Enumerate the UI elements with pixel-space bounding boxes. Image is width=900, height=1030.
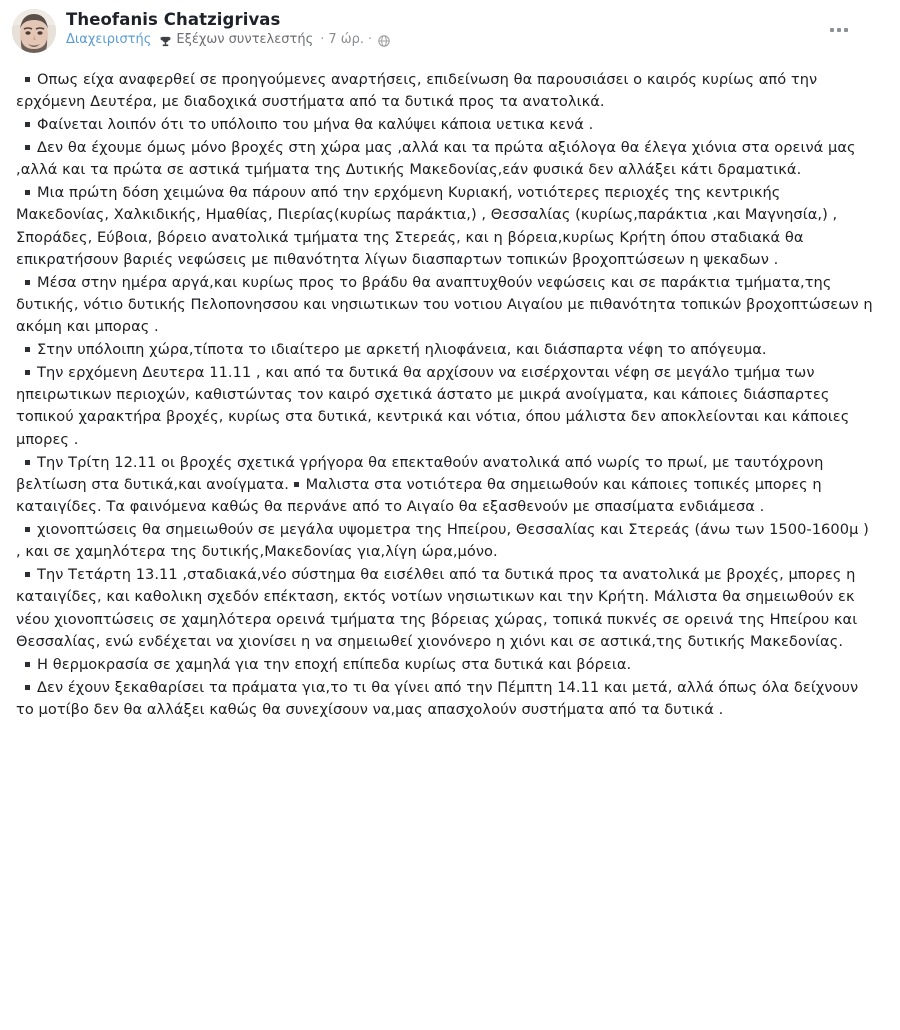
post-paragraph bbox=[16, 69, 874, 114]
post-paragraph bbox=[16, 519, 874, 564]
paragraph-text: Η θερμοκρασία σε χαμηλά για την εποχή επίπεδα κυρίως στα δυτικά και βόρεια. bbox=[37, 655, 632, 673]
post-paragraph bbox=[16, 362, 874, 451]
post-timestamp[interactable]: 7 ώρ. bbox=[328, 32, 365, 47]
post-paragraph bbox=[16, 654, 874, 676]
trophy-icon bbox=[159, 35, 172, 48]
paragraph-text: Μέσα στην ημέρα αργά,και κυρίως προς το βράδυ θα αναπτυχθούν νεφώσεις και σε παράκτια τμήματα,της δυτικής, νότιο δυτικής Πελοπονησσου και νησιωτικων του νοτιου Αιγαίου με πιθανότητα τοπικών βροχοπτώσεων η ακόμη και μπορας . bbox=[16, 273, 873, 336]
badge-label: Εξέχων συντελεστής bbox=[176, 32, 314, 47]
paragraph-text: Την ερχόμενη Δευτερα 11.11 , και από τα δυτικά θα αρχίσουν να εισέρχονται νέφη σε μεγάλο τμήμα των ηπειρωτικων περιοχών, καθιστώντας τον καιρό σχετικά άστατο με μικρά ανοίγματα, και κάποιες διάσπαρτες τοπικού χαρακτήρα βροχές, κυρίως στα δυτικά, κεντρικά και νότια, όπου μάλιστα δεν αποκλείονται και κάποιες μπορες . bbox=[16, 363, 850, 448]
bullet-marker-icon bbox=[25, 280, 30, 285]
avatar[interactable] bbox=[12, 9, 56, 53]
ellipsis-dot bbox=[844, 28, 848, 32]
post-paragraph bbox=[16, 137, 874, 182]
bullet-marker-icon bbox=[25, 662, 30, 667]
bullet-marker-icon bbox=[25, 460, 30, 465]
bullet-marker-icon bbox=[294, 482, 299, 487]
bullet-marker-icon bbox=[25, 685, 30, 690]
paragraph-text: Μαλιστα στα νοτιότερα θα σημειωθούν και κάποιες τοπικές μπορες η καταιγίδες. Τα φαινόμενα καθώς θα περνάνε από το Αιγαίο θα εξασθενούν με σπασίματα ενδιάμεσα . bbox=[16, 475, 822, 516]
bullet-marker-icon bbox=[25, 370, 30, 375]
paragraph-text: Στην υπόλοιπη χώρα,τίποτα το ιδιαίτερο με αρκετή ηλιοφάνεια, και διάσπαρτα νέφη το απόγευμα. bbox=[37, 341, 767, 359]
post-paragraph bbox=[16, 452, 874, 519]
meta-separator-1: · bbox=[320, 32, 325, 47]
post-paragraph bbox=[16, 677, 874, 722]
paragraph-text: Την Τρίτη 12.11 οι βροχές σχετικά γρήγορα θα επεκταθούν ανατολικά από νωρίς το πρωί, με ταυτόχρονη βελτίωση στα δυτικά,και ανοίγματα. bbox=[16, 453, 824, 493]
post-paragraph bbox=[16, 272, 874, 339]
bullet-marker-icon bbox=[25, 347, 30, 352]
bullet-marker-icon bbox=[25, 145, 30, 150]
post-paragraph bbox=[16, 339, 874, 361]
meta-separator-2: · bbox=[368, 32, 373, 47]
bullet-marker-icon bbox=[25, 122, 30, 127]
paragraph-text: Δεν θα έχουμε όμως μόνο βροχές στη χώρα μας ,αλλά και τα πρώτα αξιόλογα θα έλεγα χιόνια στα ορεινά μας ,αλλά και τα πρώτα σε αστικά τμήματα της Δυτικής Μακεδονίας,εάν φυσικά δεν αλλάξει κάτι δραματικά. bbox=[16, 138, 856, 179]
post-paragraph bbox=[16, 182, 874, 271]
post-body bbox=[0, 61, 900, 721]
post-paragraph bbox=[16, 564, 874, 653]
bullet-marker-icon bbox=[25, 77, 30, 82]
author-role-link[interactable]: Διαχειριστής bbox=[66, 32, 152, 47]
paragraph-text: Δεν έχουν ξεκαθαρίσει τα πράματα για,το τι θα γίνει από την Πέμπτη 14.11 και μετά, αλλά όπως όλα δείχνουν το μοτίβο δεν θα αλλάξει καθώς θα συνεχίσουν να,μας απασχολούν συστήματα από τα δυτικά . bbox=[16, 678, 859, 718]
post-meta-row bbox=[66, 32, 886, 48]
bullet-marker-icon bbox=[25, 572, 30, 577]
ellipsis-dot bbox=[830, 28, 834, 32]
author-name[interactable]: Theofanis Chatzigrivas bbox=[66, 10, 281, 29]
bullet-marker-icon bbox=[25, 527, 30, 532]
paragraph-text: Οπως είχα αναφερθεί σε προηγούμενες αναρτήσεις, επιδείνωση θα παρουσιάσει ο καιρός κυρίως από την ερχόμενη Δευτέρα, με διαδοχικά συστήματα από τα δυτικά προς τα ανατολικά. bbox=[16, 71, 818, 111]
paragraph-text: Μια πρώτη δόση χειμώνα θα πάρουν από την ερχόμενη Κυριακή, νοτιότερες περιοχές της κεντρικής Μακεδονίας, Χαλκιδικής, Ημαθίας, Πιερίας(κυρίως παράκτια,) , Θεσσαλίας (κυρίως,παράκτια ,και Μαγνησία,) , Σποράδες, Εύβοια, βόρειο ανατολικά τμήματα της Στερεάς, και η βόρεια,κυρίως Κρήτη όπου σταδιακά θα επικρατήσουν βαριές νεφώσεις με πιθανότητα λίγων διασπαρτων τοπικών βροχοπτώσεων η ψεκαδων . bbox=[16, 183, 838, 268]
top-contributor-badge bbox=[159, 32, 313, 48]
paragraph-text: Φαίνεται λοιπόν ότι το υπόλοιπο του μήνα θα καλύψει κάποια υετικα κενά . bbox=[37, 116, 594, 134]
post-header bbox=[0, 0, 900, 61]
post-paragraph bbox=[16, 114, 874, 136]
bullet-marker-icon bbox=[25, 190, 30, 195]
post-options-menu-button[interactable] bbox=[824, 20, 854, 40]
paragraph-text: Την Τετάρτη 13.11 ,σταδιακά,νέο σύστημα θα εισέλθει από τα δυτικά προς τα ανατολικά με βροχές, μπορες η καταιγίδες, και καθολικη σχεδόν επέκταση, εκτός νοτίων νησιωτικων και την Κρήτη. Μάλιστα θα σημειωθούν εκ νέου χιονοπτώσεις σε χαμηλότερα ορεινά τμήματα της βόρειας χώρας, τοπικά πυκνές σε ορεινά της Ηπείρου και Θεσσαλίας, ενώ ενδέχεται να χιονίσει η να σημειωθεί χιονόνερο η χιόνι και σε αστικά,της δυτικής Μακεδονίας. bbox=[16, 566, 858, 650]
globe-icon[interactable] bbox=[378, 35, 390, 47]
ellipsis-dot bbox=[837, 28, 841, 32]
post-header-text bbox=[66, 9, 886, 48]
user-avatar-photo-icon bbox=[12, 9, 56, 53]
paragraph-text: χιονοπτώσεις θα σημειωθούν σε μεγάλα υψομετρα της Ηπείρου, Θεσσαλίας και Στερεάς (άνω των 1500-1600μ ) , και σε χαμηλότερα της δυτικής,Μακεδονίας για,λίγη ώρα,μόνο. bbox=[16, 520, 869, 561]
